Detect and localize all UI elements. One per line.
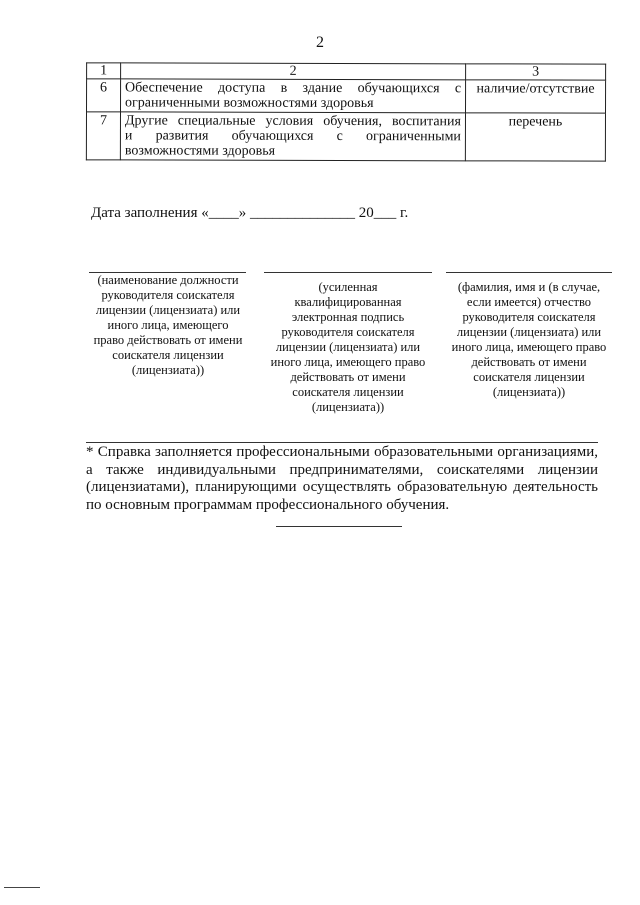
table-header-row (87, 63, 606, 80)
page-number: 2 (316, 34, 324, 51)
table-header-cell: 3 (466, 64, 606, 80)
fill-date-line: Дата заполнения «____» ______________ 20___ г. (91, 205, 409, 221)
row-description (120, 79, 465, 113)
footnote-rule (86, 442, 598, 443)
scan-mark (4, 887, 40, 888)
description-line: Обеспечение доступа в здание обучающихся с (125, 80, 462, 97)
table-row (86, 112, 605, 161)
full-name-caption: (фамилия, имя и (в случае, если имеется) отчество руководителя соискателя лицензии (лицензиата) или иного лица, имеющего право действовать от имени соискателя лицензии (лицензиата)) (451, 280, 607, 399)
description-line: ограниченными возможностями здоровья (125, 95, 374, 112)
description-line: и развития обучающихся с ограниченными (124, 128, 461, 145)
description-line: Другие специальные условия обучения, воспитания (124, 113, 461, 130)
row-number: 7 (86, 112, 120, 160)
description-line: возможностями здоровья (124, 143, 276, 159)
position-caption: (наименование должности руководителя соискателя лицензии (лицензиата) или иного лица, имеющего право действовать от имени соискателя лицензии (лицензиата)) (93, 273, 243, 377)
signature-caption: (усиленная квалифицированная электронная подпись руководителя соискателя лицензии (лицензиата) или иного лица, имеющего право действовать от имени соискателя лицензии (лицензиата)) (270, 280, 426, 414)
conditions-table (86, 62, 606, 161)
signature-rule (264, 272, 432, 273)
table-row (86, 79, 605, 113)
table-header-cell: 1 (87, 63, 121, 79)
end-rule (276, 526, 402, 527)
row-number: 6 (86, 79, 120, 112)
footnote: * Справка заполняется профессиональными образовательными организациями, а также индивидуальными предпринимателями, соискателями лицензии (лицензиатами), планирующими осуществлять образовательную деятельность по основным программам профессионального обучения. (86, 444, 598, 513)
table-header-cell: 2 (121, 63, 466, 80)
row-value: наличие/отсутствие (465, 80, 605, 113)
row-value: перечень (465, 113, 605, 161)
signature-rule (446, 272, 612, 273)
row-description (120, 112, 465, 161)
